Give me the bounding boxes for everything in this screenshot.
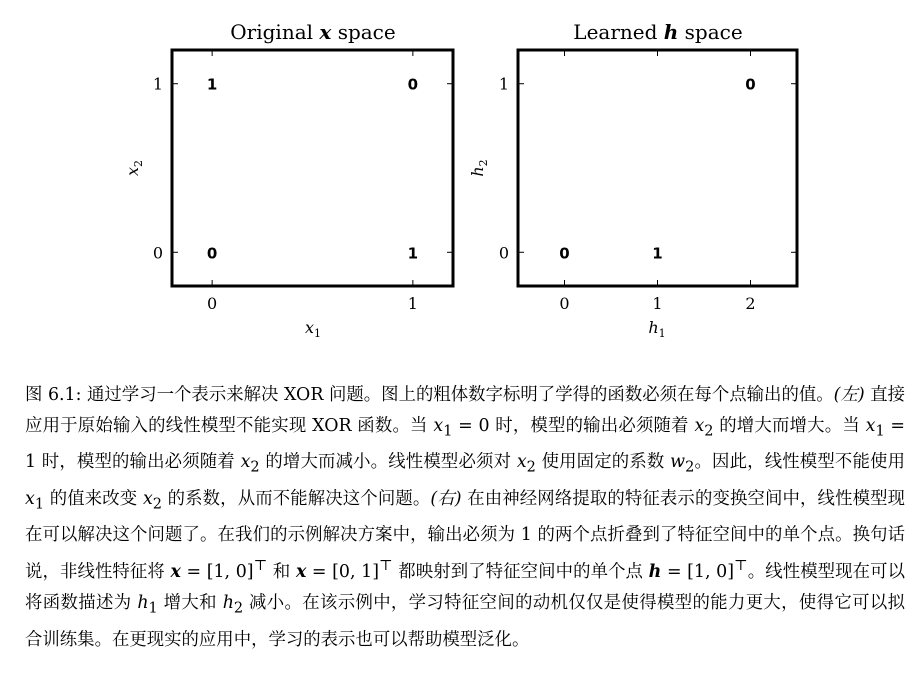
panel-original-x-space xyxy=(123,20,453,340)
y-tick-label: 0 xyxy=(152,243,163,263)
data-point-label: 0 xyxy=(407,75,419,94)
data-point-label: 0 xyxy=(745,75,756,94)
left-tag: (左) xyxy=(833,385,865,405)
x-tick-label: 1 xyxy=(652,294,663,313)
left-y-axis-label: $x_2$ xyxy=(123,159,145,177)
x-tick-label: 0 xyxy=(207,294,218,313)
figure-caption xyxy=(25,380,905,656)
x-tick-label: 1 xyxy=(407,294,418,313)
data-point-label: 0 xyxy=(559,244,570,263)
y-tick-label: 1 xyxy=(152,74,163,94)
caption-text: 图 6.1: 通过学习一个表示来解决 XOR 问题。图上的粗体数字标明了学得的函数必须在每个点输出的值。(左) 直接应用于原始输入的线性模型不能实现 XOR 函数。当 $x_1 = 0$ 时，模型的输出必须随着 $x_2$ 的增大而增大。当 $x_1 = 1$ 时，模型的输出必须随着 $x_2$ 的增大而减小。线性模型必须对 $x_2$ 使用固定的系数 $w_2$。因此，线性模型不能使用 $x_1$ 的值来改变 $x_2$ 的系数，从而不能解决这个问题。(右) 在由神经网络提取的特征表示的变换空间中，线性模型现在可以解决这个问题了。在我们的示例解决方案中，输出必须为 1 的两个点折叠到了特征空间中的单个点。换句话说，非线性特征将 x = [1, 0]⊤ 和 x = [0, 1]⊤ 都映射到了特征空间中的单个点 h = [1, 0]⊤。线性模型现在可以将函数描述为 $h_1$ 增大和 $h_2$ 减小。在该示例中，学习特征空间的动机仅仅是使得模型的能力更大，使得它可以拟合训练集。在更现实的应用中，学习的表示也可以帮助模型泛化。 xyxy=(25,385,906,650)
panel-learned-h-space xyxy=(468,20,797,340)
x-tick-label: 2 xyxy=(745,294,756,313)
right-tag: (右) xyxy=(430,488,462,509)
right-y-axis-label: $h_2$ xyxy=(468,159,490,177)
x-tick-label: 0 xyxy=(559,294,570,313)
data-point-label: 1 xyxy=(407,244,419,263)
right-x-axis-label: $h_1$ xyxy=(648,318,666,340)
left-marks xyxy=(153,50,453,313)
right-panel-title: Learned h space xyxy=(573,20,743,44)
left-x-axis-label: $x_1$ xyxy=(304,318,322,340)
y-tick-label: 1 xyxy=(498,74,509,94)
data-point-label: 0 xyxy=(206,244,218,263)
data-point-label: 1 xyxy=(652,244,663,263)
right-marks xyxy=(499,50,797,313)
left-panel-title: Original x space xyxy=(230,20,396,44)
y-tick-label: 0 xyxy=(498,243,509,263)
data-point-label: 1 xyxy=(206,75,218,94)
